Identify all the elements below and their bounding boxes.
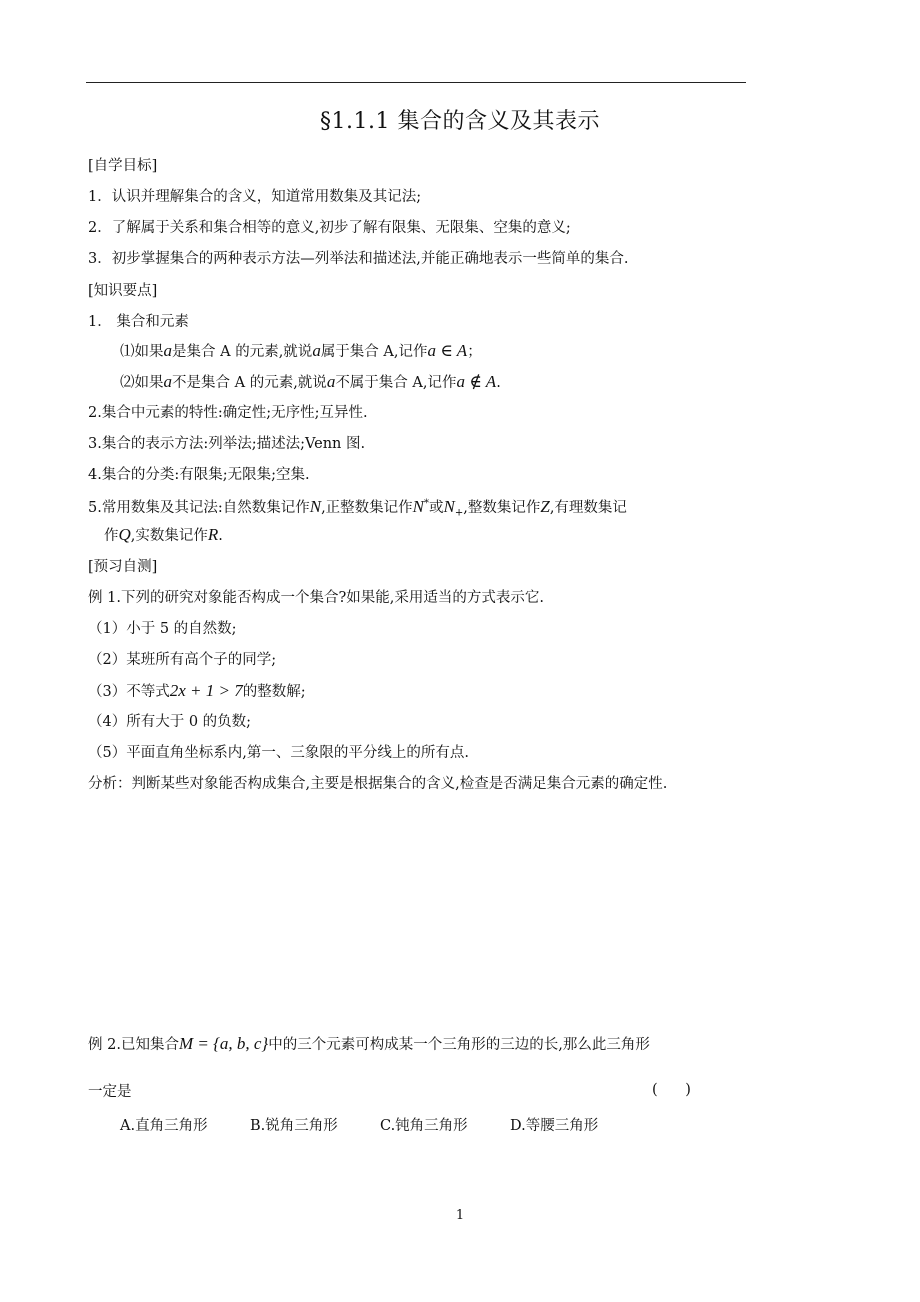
page-title: §1.1.1 集合的含义及其表示 xyxy=(320,109,600,134)
section-heading-key-points: [知识要点] xyxy=(88,283,158,299)
header-rule xyxy=(86,82,746,83)
key-point-2: 2.集合中元素的特性:确定性;无序性;互异性. xyxy=(88,405,368,421)
goal-item-2: 2．了解属于关系和集合相等的意义,初步了解有限集、无限集、空集的意义; xyxy=(88,220,571,236)
example-1-item-3: （3）不等式2x + 1 > 7的整数解; xyxy=(88,681,306,700)
example-1-item-2: （2）某班所有高个子的同学; xyxy=(88,652,277,668)
example-1-item-1: （1）小于 5 的自然数; xyxy=(88,621,237,637)
example-2-prompt-line2: 一定是 xyxy=(88,1084,132,1100)
choice-d: D.等腰三角形 xyxy=(510,1118,599,1134)
choice-a: A.直角三角形 xyxy=(120,1118,208,1134)
key-point-5-line1: 5.常用数集及其记法:自然数集记作N,正整数集记作N*或$N_+$,整数集记作Z,有理数集记 xyxy=(88,496,627,519)
example-1-item-4: （4）所有大于 0 的负数; xyxy=(88,714,252,730)
section-heading-self-test: [预习自测] xyxy=(88,559,158,575)
goal-item-1: 1．认识并理解集合的含义，知道常用数集及其记法; xyxy=(88,189,422,205)
example-1-analysis: 分析：判断某些对象能否构成集合,主要是根据集合的含义,检查是否满足集合元素的确定性. xyxy=(88,776,668,792)
key-point-5-line2: 作Q,实数集记作R. xyxy=(104,525,223,544)
page-number: 1 xyxy=(455,1208,465,1223)
choice-b: B.锐角三角形 xyxy=(250,1118,338,1134)
example-2-choices xyxy=(120,1114,598,1135)
choice-c: C.钝角三角形 xyxy=(380,1118,468,1134)
key-point-1b: ⑵如果a不是集合 A 的元素,就说a不属于集合 A,记作a ∉ A. xyxy=(120,372,501,391)
example-1-item-5: （5）平面直角坐标系内,第一、三象限的平分线上的所有点. xyxy=(88,745,469,761)
key-point-4: 4.集合的分类:有限集;无限集;空集. xyxy=(88,467,310,483)
key-point-3: 3.集合的表示方法:列举法;描述法;Venn 图. xyxy=(88,436,366,452)
answer-blank: ( ) xyxy=(652,1082,691,1098)
section-heading-goals: [自学目标] xyxy=(88,158,158,174)
key-point-1a: ⑴如果a是集合 A 的元素,就说a属于集合 A,记作a ∈ A； xyxy=(120,341,482,360)
key-point-1: 1． 集合和元素 xyxy=(88,314,189,330)
example-2-prompt: 例 2.已知集合M = {a, b, c}中的三个元素可构成某一个三角形的三边的长,那么此三角形 xyxy=(88,1034,650,1053)
goal-item-3: 3．初步掌握集合的两种表示方法—列举法和描述法,并能正确地表示一些简单的集合. xyxy=(88,251,629,267)
example-1-prompt: 例 1.下列的研究对象能否构成一个集合?如果能,采用适当的方式表示它. xyxy=(88,590,544,606)
